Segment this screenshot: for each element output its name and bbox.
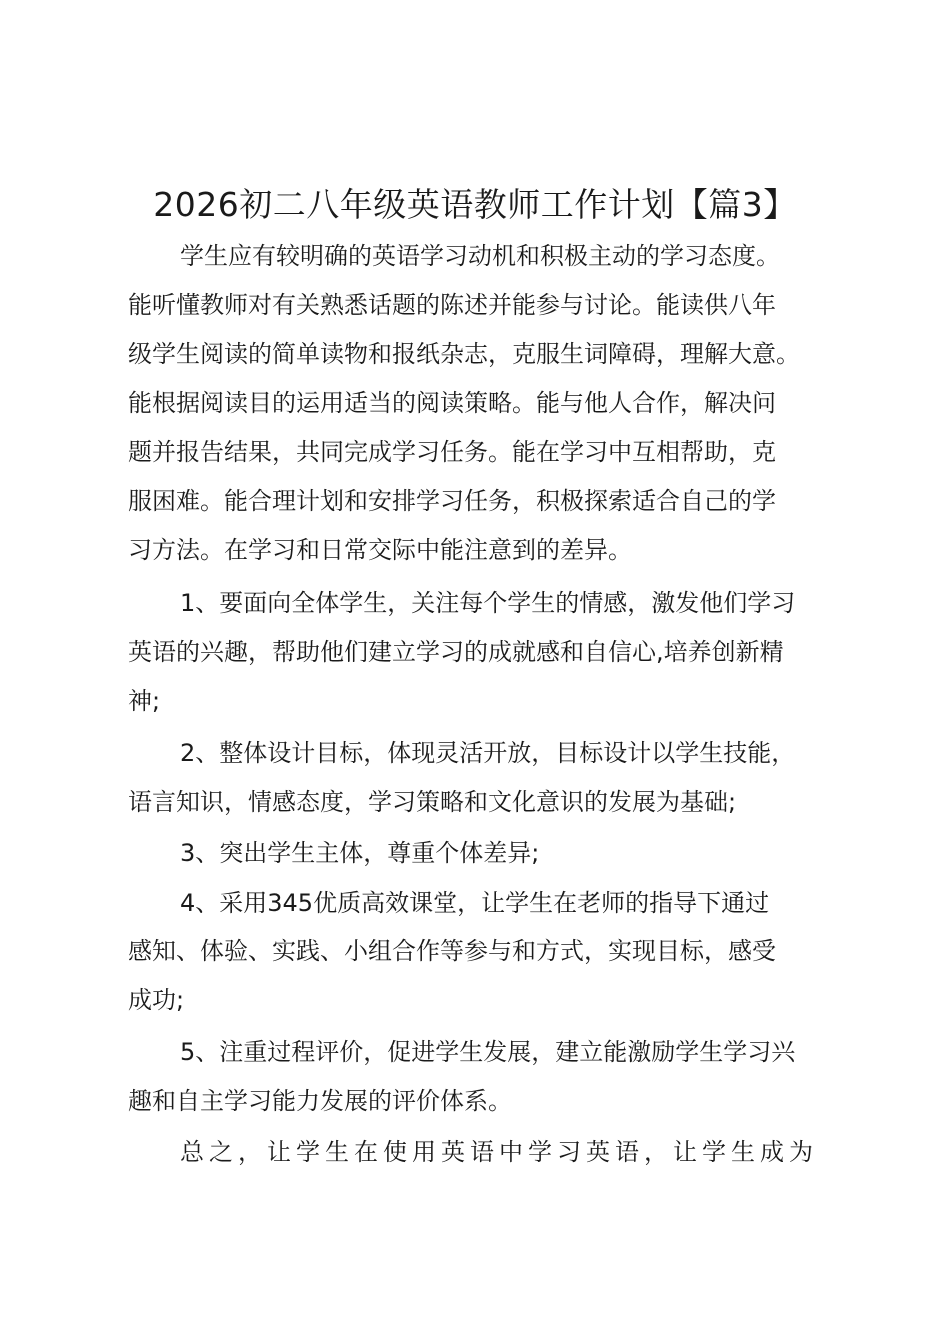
- paragraph-line: 服困难。能合理计划和安排学习任务，积极探索适合自己的学: [128, 487, 776, 515]
- paragraph-line: 能听懂教师对有关熟悉话题的陈述并能参与讨论。能读供八年: [128, 291, 776, 319]
- paragraph-line: 题并报告结果，共同完成学习任务。能在学习中互相帮助，克: [128, 438, 776, 466]
- list-item-line: 感知、体验、实践、小组合作等参与和方式，实现目标，感受: [128, 937, 776, 965]
- list-item-line: 语言知识，情感态度，学习策略和文化意识的发展为基础;: [128, 788, 737, 816]
- list-item-line: 3、突出学生主体，尊重个体差异;: [180, 839, 540, 867]
- paragraph-line: 学生应有较明确的英语学习动机和积极主动的学习态度。: [180, 242, 780, 270]
- list-item-line: 英语的兴趣，帮助他们建立学习的成就感和自信心,培养创新精: [128, 638, 784, 666]
- paragraph-line: 习方法。在学习和日常交际中能注意到的差异。: [128, 536, 632, 564]
- document-title: 2026初二八年级英语教师工作计划【篇3】: [153, 185, 797, 224]
- paragraph-line: 总之，让学生在使用英语中学习英语，让学生成为: [180, 1138, 818, 1166]
- list-item-line: 趣和自主学习能力发展的评价体系。: [128, 1087, 512, 1115]
- list-item-line: 5、注重过程评价，促进学生发展，建立能激励学生学习兴: [180, 1038, 796, 1066]
- paragraph-line: 级学生阅读的简单读物和报纸杂志，克服生词障碍，理解大意。: [128, 340, 800, 368]
- list-item-line: 4、采用345优质高效课堂，让学生在老师的指导下通过: [180, 889, 770, 917]
- list-item-line: 成功;: [128, 986, 185, 1014]
- list-item-line: 2、整体设计目标，体现灵活开放，目标设计以学生技能，: [180, 739, 796, 767]
- list-item-line: 1、要面向全体学生，关注每个学生的情感，激发他们学习: [180, 589, 796, 617]
- list-item-line: 神;: [128, 687, 161, 715]
- paragraph-line: 能根据阅读目的运用适当的阅读策略。能与他人合作，解决问: [128, 389, 776, 417]
